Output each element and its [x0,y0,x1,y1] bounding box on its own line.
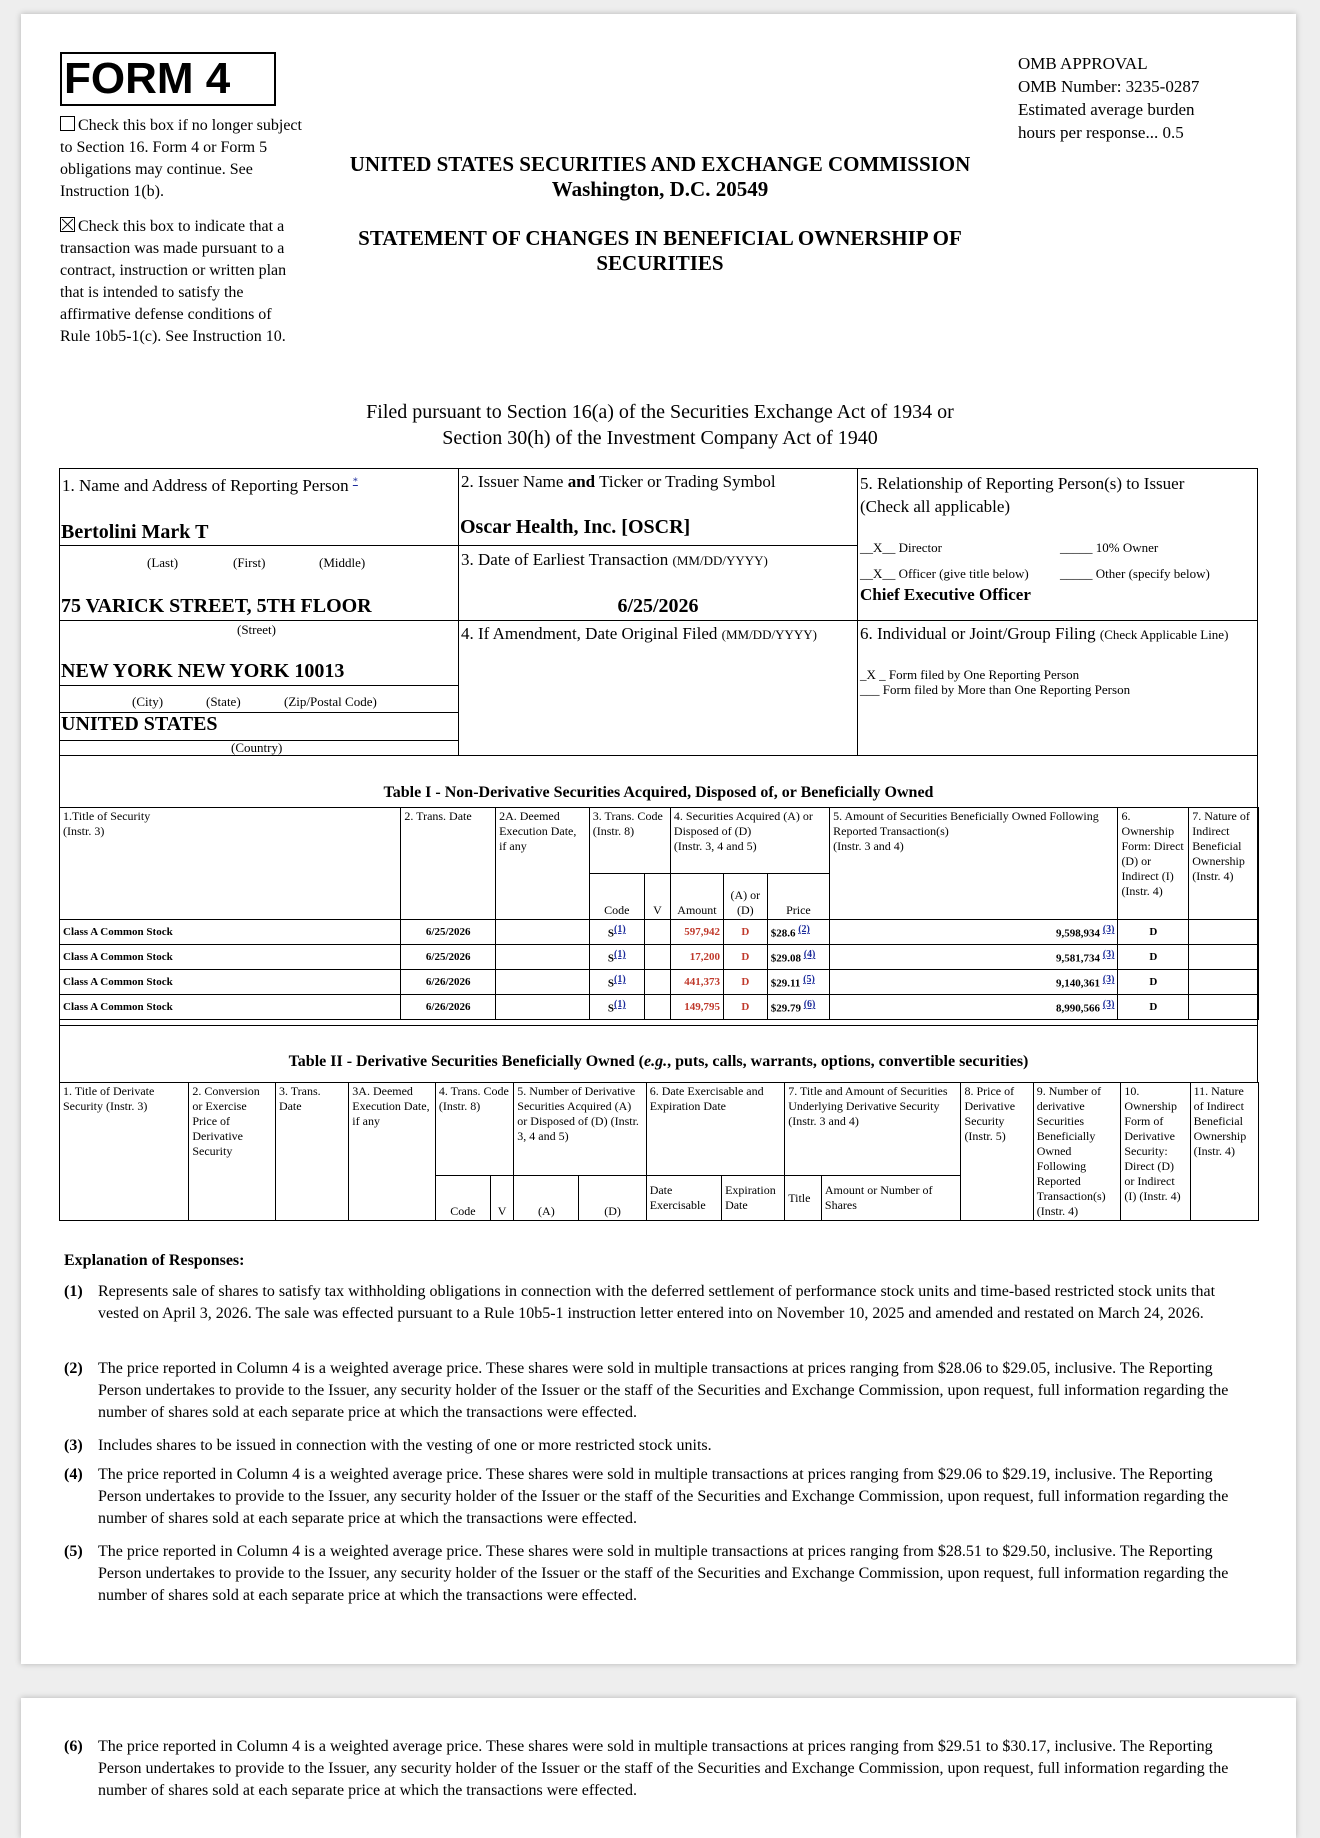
footnote-2: (2) The price reported in Column 4 is a weighted average price. These shares were sold in multiple transactions at prices ranging from $28.06 to $29.05, inclusive. The Reporting Person undertakes to provide to the Issuer, any security holder of the Issuer or the staff of the Securities and Exchange Commission, upon request, full information regarding the number of shares sold at each separate price at which the transactions were effected. [64,1360,1229,1421]
t1-col-owned: 5. Amount of Securities Beneficially Owned Following Reported Transaction(s) (Instr. 3 and 4) [830,808,1118,920]
rule-10b5-checkbox-block [60,216,305,348]
box3-label: 3. Date of Earliest Transaction (MM/DD/YYYY) [461,550,768,569]
footnote-link[interactable]: (3) [1102,949,1115,961]
footnote-link[interactable]: (6) [803,999,816,1011]
footnote-1: (1) Represents sale of shares to satisfy tax withholding obligations in connection with the deferred settlement of performance stock units and time-based restricted stock units that vested on April 3, 2026. The sale was effected pursuant to a Rule 10b5-1 instruction letter entered into on November 10, 2025 and amended and restated on March 24, 2026. [64,1283,1216,1322]
statement-line: STATEMENT OF CHANGES IN BENEFICIAL OWNERSHIP OF [358,226,962,250]
no-longer-subject-checkbox-block [60,115,305,203]
footnote-link[interactable]: (3) [1102,974,1115,986]
agency-header [310,152,1010,202]
filed-line: Filed pursuant to Section 16(a) of the Securities Exchange Act of 1934 or [366,401,954,423]
t1-col-date: 2. Trans. Date [401,808,496,920]
form-title: FORM 4 [60,52,276,106]
issuer-name: Oscar Health, Inc. [OSCR] [460,516,691,538]
t2-col-form: 10. Ownership Form of Derivative Security: Direct (D) or Indirect (I) (Instr. 4) [1121,1083,1190,1221]
footnote-link[interactable]: (5) [803,974,815,986]
rule-10b5-checkbox[interactable] [60,217,75,232]
t1-col-code: 3. Trans. Code (Instr. 8) [589,808,670,874]
t1-sub-price: Price [767,874,829,920]
t2-sub-exercisable: Date Exercisable [646,1176,721,1221]
t2-col-underlying: 7. Title and Amount of Securities Underlying Derivative Security (Instr. 3 and 4) [785,1083,961,1176]
t1-col-form: 6. Ownership Form: Direct (D) or Indirect (I) (Instr. 4) [1118,808,1189,920]
t2-sub-v: V [490,1176,513,1221]
t2-sub-a: (A) [514,1176,579,1221]
street-label: (Street) [237,622,276,637]
t1-col-nature: 7. Nature of Indirect Beneficial Ownership (Instr. 4) [1189,808,1259,920]
footnote-link[interactable]: (1) [614,999,626,1011]
box1-label: 1. Name and Address of Reporting Person * [62,476,358,495]
table1 [59,807,1259,1020]
footnote-3: (3) Includes shares to be issued in connection with the vesting of one or more restricted stock units. [64,1437,712,1454]
one-person-option[interactable]: _X _ Form filed by One Reporting Person [860,667,1080,682]
table-row: Class A Common Stock 6/26/2026 $S^{(1)}$ 149,795 D $29.79 $^{(6)}$ 8,990,566 $^{(3)}$ D [60,995,1259,1020]
table-row: Class A Common Stock 6/25/2026 $S^{(1)}$ 17,200 D $29.08 $^{(4)}$ 9,581,734 $^{(3)}$ D [60,945,1259,970]
footnote-link[interactable]: (3) [1102,999,1115,1011]
no-longer-subject-text: Check this box if no longer subject to Section 16. Form 4 or Form 5 obligations may continue. See Instruction 1(b). [60,117,302,200]
t1-sub-v: V [644,874,670,920]
earliest-transaction-date: 6/25/2026 [617,595,699,617]
t2-sub-title: Title [785,1176,822,1221]
director-check[interactable]: __X__ Director [860,540,942,555]
footnote-6: (6) The price reported in Column 4 is a weighted average price. These shares were sold in multiple transactions at prices ranging from $29.51 to $30.17, inclusive. The Reporting Person undertakes to provide to the Issuer, any security holder of the Issuer or the staff of the Securities and Exchange Commission, upon request, full information regarding the number of shares sold at each separate price at which the transactions were effected. [64,1738,1229,1799]
street-value: 75 VARICK STREET, 5TH FLOOR [61,595,372,617]
t1-sub-code: Code [589,874,644,920]
footnote-link[interactable]: (3) [1102,924,1115,936]
footnote-link[interactable]: (1) [614,949,626,961]
last-label: (Last) [147,555,179,570]
t2-col-code: 4. Trans. Code (Instr. 8) [435,1083,513,1176]
footnote-4: (4) The price reported in Column 4 is a weighted average price. These shares were sold in multiple transactions at prices ranging from $29.06 to $29.19, inclusive. The Reporting Person undertakes to provide to the Issuer, any security holder of the Issuer or the staff of the Securities and Exchange Commission, upon request, full information regarding the number of shares sold at each separate price at which the transactions were effected. [64,1466,1229,1527]
box2-label: 2. Issuer Name and Ticker or Trading Symbol [461,472,776,491]
t2-col-conversion: 2. Conversion or Exercise Price of Derivative Security [189,1083,276,1221]
omb-line: OMB Number: 3235-0287 [1018,77,1200,96]
omb-line: OMB APPROVAL [1018,54,1148,73]
explanation-heading: Explanation of Responses: [64,1252,245,1269]
omb-approval [1018,52,1199,144]
table1-title: Table I - Non-Derivative Securities Acquired, Disposed of, or Beneficially Owned [383,784,934,801]
ten-pct-owner-check[interactable]: _____ 10% Owner [1060,540,1159,555]
statement-title [310,226,1010,276]
statement-line: SECURITIES [596,251,724,275]
first-label: (First) [233,555,266,570]
officer-check[interactable]: __X__ Officer (give title below) [860,566,1029,581]
t2-sub-d: (D) [579,1176,646,1221]
table-row: Class A Common Stock 6/25/2026 $S^{(1)}$ 597,942 D $28.6 $^{(2)}$ 9,598,934 $^{(3)}$ D [60,920,1259,945]
city-label: (City) [132,694,164,709]
footnote-link[interactable]: (1) [614,974,626,986]
box6-label: 6. Individual or Joint/Group Filing (Check Applicable Line) [860,624,1229,643]
box5-label: 5. Relationship of Reporting Person(s) to Issuer (Check all applicable) [860,474,1185,516]
t2-col-exercisable: 6. Date Exercisable and Expiration Date [646,1083,785,1176]
table-row: Class A Common Stock 6/26/2026 $S^{(1)}$ 441,373 D $29.11 $^{(5)}$ 9,140,361 $^{(3)}$ D [60,970,1259,995]
agency-name: UNITED STATES SECURITIES AND EXCHANGE COMMISSION [349,152,971,176]
t2-col-number: 5. Number of Derivative Securities Acquired (A) or Disposed of (D) (Instr. 3, 4 and 5) [514,1083,646,1176]
table2-title: Table II - Derivative Securities Beneficially Owned (e.g., puts, calls, warrants, options, convertible securities) [288,1053,1029,1070]
rule-10b5-text: Check this box to indicate that a transaction was made pursuant to a contract, instruction or written plan that is intended to satisfy the affirmative defense conditions of Rule 10b5-1(c). See Instruction 10. [60,218,287,345]
no-longer-subject-checkbox[interactable] [60,116,75,131]
table2 [59,1082,1259,1221]
omb-line: hours per response... 0.5 [1018,123,1184,142]
footnote-5: (5) The price reported in Column 4 is a weighted average price. These shares were sold in multiple transactions at prices ranging from $28.51 to $29.50, inclusive. The Reporting Person undertakes to provide to the Issuer, any security holder of the Issuer or the staff of the Securities and Exchange Commission, upon request, full information regarding the number of shares sold at each separate price at which the transactions were effected. [64,1543,1229,1604]
t2-col-title: 1. Title of Derivate Security (Instr. 3) [60,1083,189,1221]
zip-label: (Zip/Postal Code) [284,694,377,709]
t2-sub-expiration: Expiration Date [722,1176,785,1221]
t2-col-nature: 11. Nature of Indirect Beneficial Ownership (Instr. 4) [1190,1083,1258,1221]
asterisk-link[interactable]: * [352,476,358,488]
country-label: (Country) [231,740,283,755]
state-label: (State) [206,694,241,709]
city-value: NEW YORK NEW YORK 10013 [61,660,345,682]
omb-line: Estimated average burden [1018,100,1195,119]
t1-col-acquired: 4. Securities Acquired (A) or Disposed of (D) (Instr. 3, 4 and 5) [670,808,829,874]
filed-pursuant [260,399,1060,451]
t2-sub-amount: Amount or Number of Shares [821,1176,961,1221]
footnote-link[interactable]: (1) [614,924,626,936]
footnote-link[interactable]: (2) [798,924,810,936]
t1-sub-amount: Amount [670,874,723,920]
agency-address: Washington, D.C. 20549 [551,177,769,201]
t2-col-deemed: 3A. Deemed Execution Date, if any [349,1083,436,1221]
middle-label: (Middle) [319,555,366,570]
filed-line: Section 30(h) of the Investment Company Act of 1940 [442,427,878,449]
country-value: UNITED STATES [61,713,218,735]
t2-col-date: 3. Trans. Date [275,1083,348,1221]
t1-sub-ad: (A) or (D) [724,874,768,920]
t2-col-owned: 9. Number of derivative Securities Beneficially Owned Following Reported Transaction(s) (Instr. 4) [1033,1083,1121,1221]
footnote-link[interactable]: (4) [803,949,816,961]
t1-col-deemed: 2A. Deemed Execution Date, if any [496,808,590,920]
reporting-person-name: Bertolini Mark T [61,521,209,543]
multiple-person-option[interactable]: ___ Form filed by More than One Reporting Person [860,682,1131,697]
box4-label: 4. If Amendment, Date Original Filed (MM/DD/YYYY) [461,624,817,643]
other-check[interactable]: _____ Other (specify below) [1060,566,1210,581]
officer-title: Chief Executive Officer [860,585,1031,604]
t2-sub-code: Code [435,1176,490,1221]
t1-col-title: 1.Title of Security (Instr. 3) [60,808,401,920]
t2-col-price: 8. Price of Derivative Security (Instr. 5) [961,1083,1033,1221]
